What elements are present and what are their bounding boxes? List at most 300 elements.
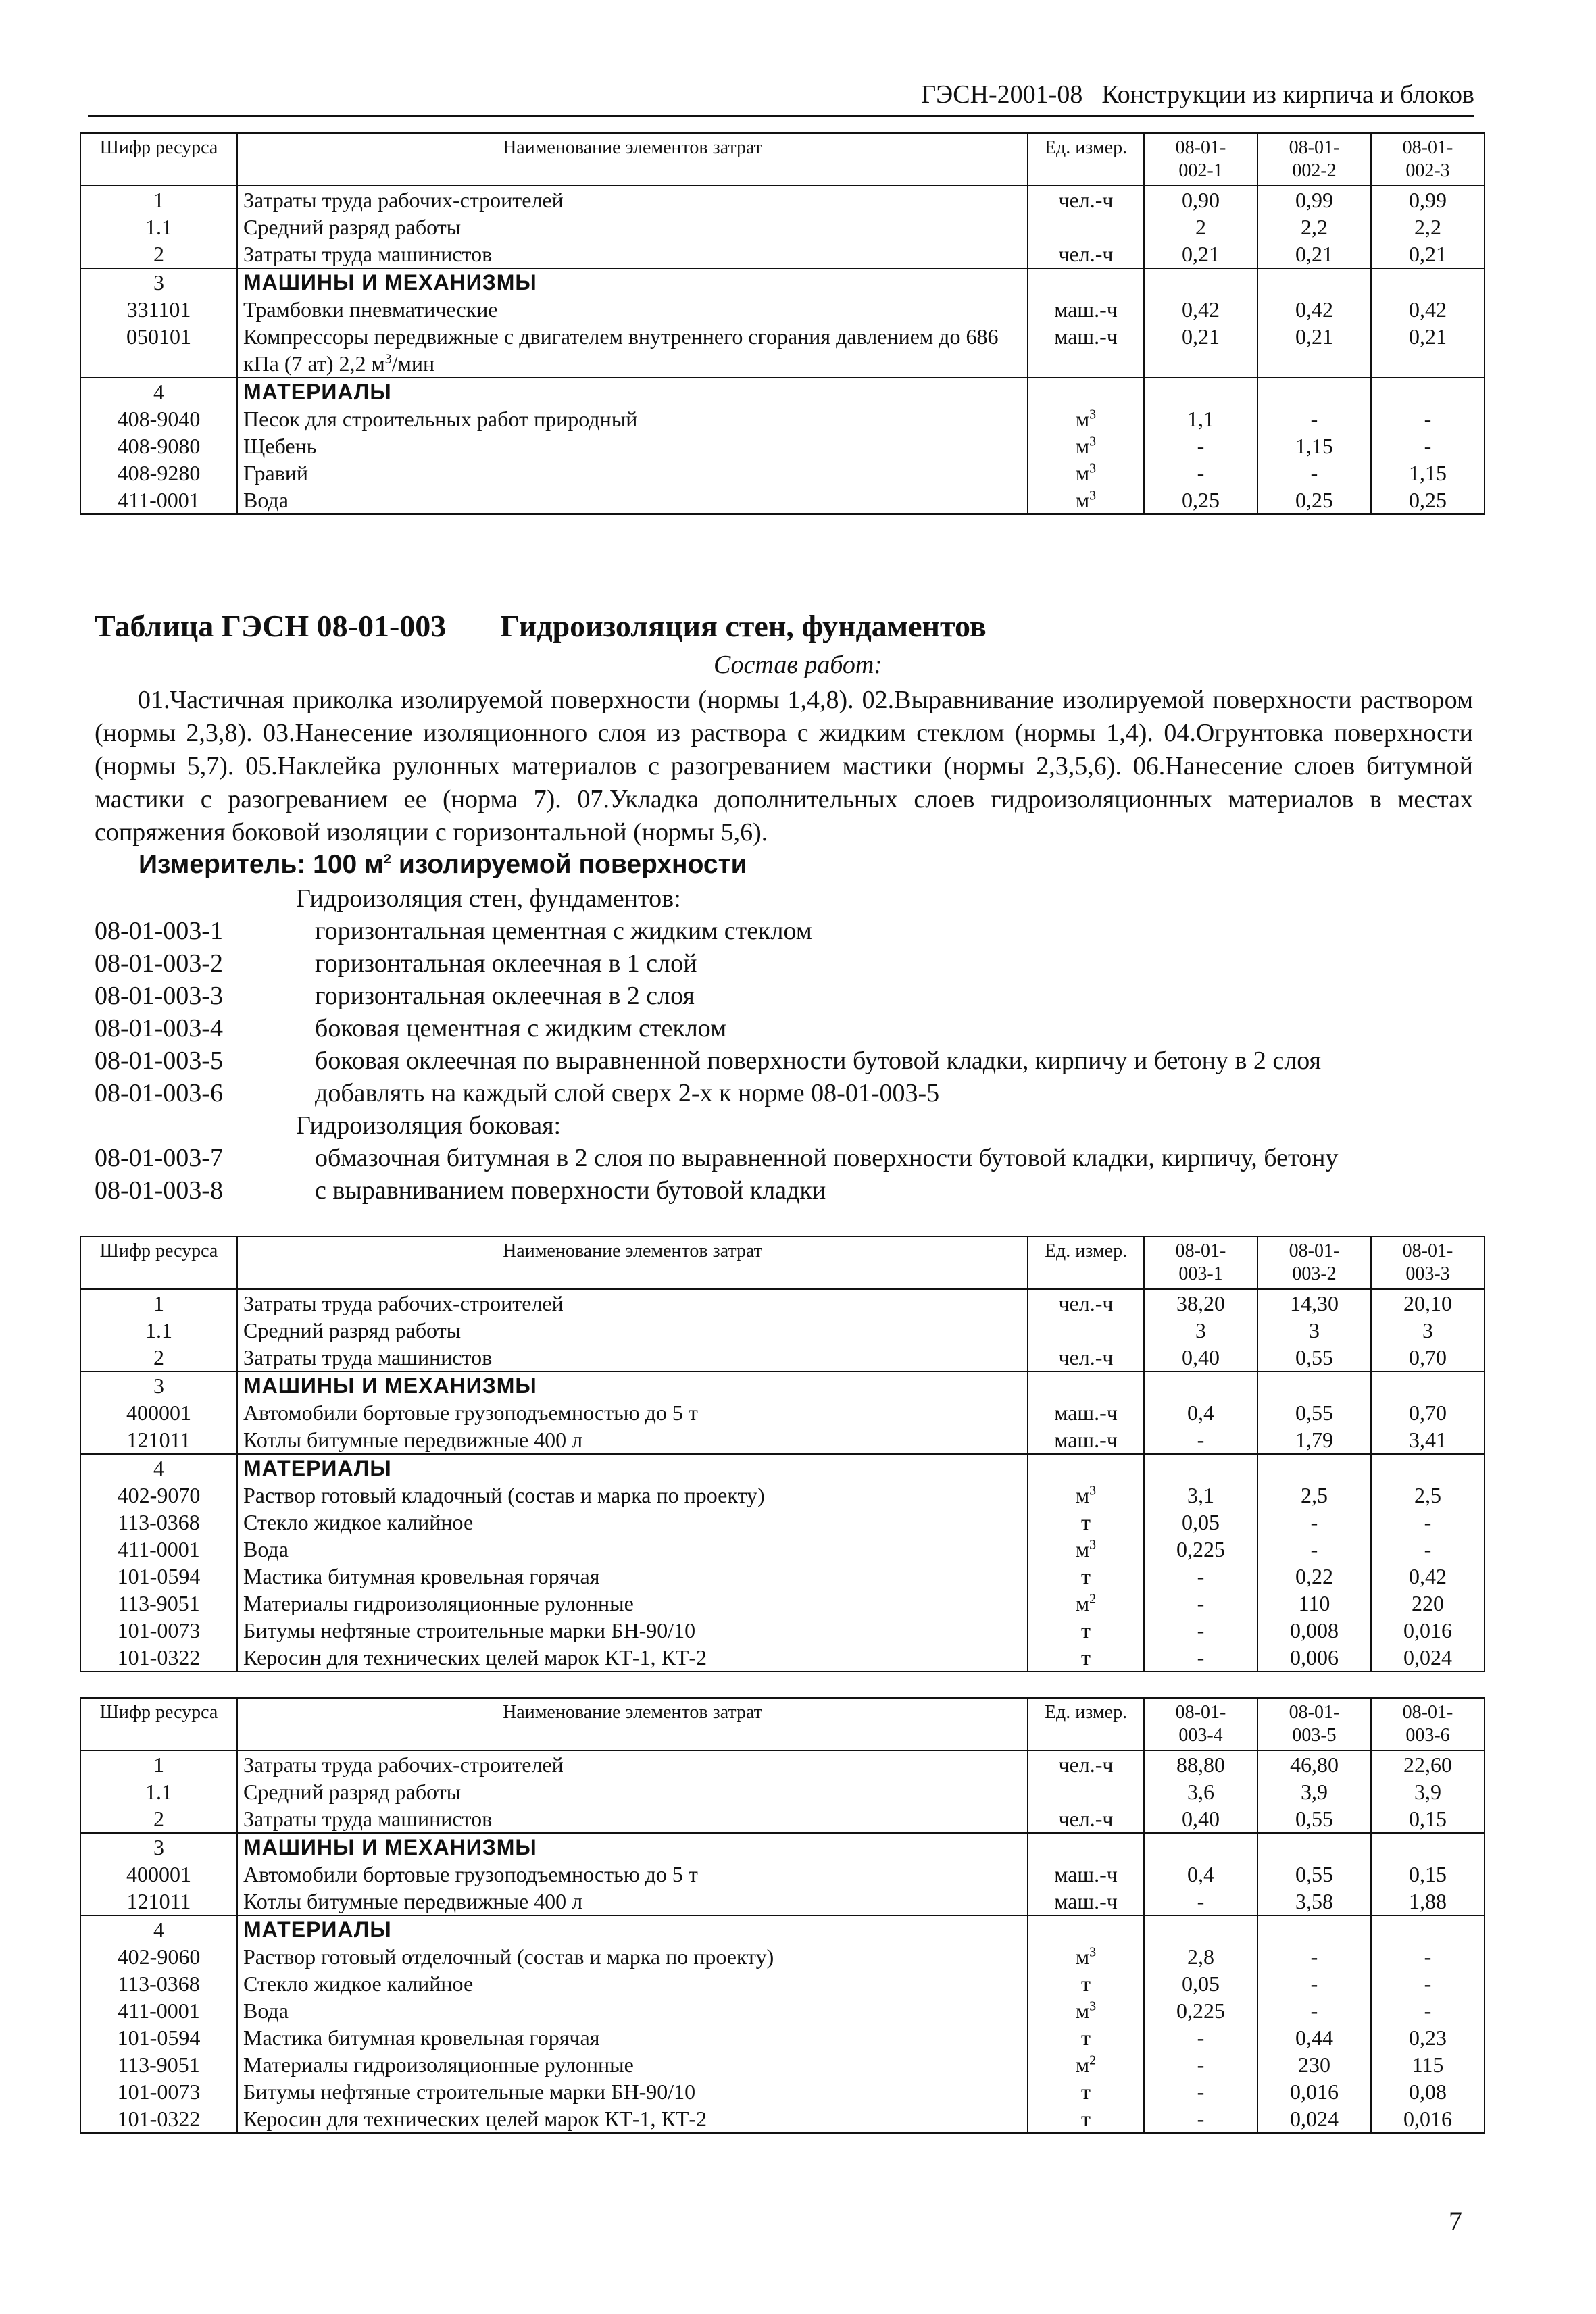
- unit: $м^3$: [1028, 459, 1144, 486]
- table-row: [80, 1317, 1485, 1344]
- norm-value: 2,5: [1371, 1482, 1485, 1509]
- norm-value: 0,55: [1257, 1344, 1371, 1372]
- table-row: [80, 1563, 1485, 1590]
- resource-code: 113-9051: [80, 2051, 237, 2078]
- unit: $м^2$: [1028, 1590, 1144, 1617]
- norm-value: 0,55: [1257, 1399, 1371, 1426]
- header-unit: Ед. измер.: [1028, 133, 1144, 186]
- unit: т: [1028, 1617, 1144, 1644]
- norm-value: -: [1144, 1426, 1257, 1454]
- norm-value: -: [1257, 1536, 1371, 1563]
- norm-value: 3,41: [1371, 1426, 1485, 1454]
- resource-code: 408-9080: [80, 432, 237, 459]
- table-row: [80, 323, 1485, 378]
- unit: $м^3$: [1028, 1943, 1144, 1970]
- table-section-row: [80, 1372, 1485, 1399]
- cost-element-name: Затраты труда машинистов: [237, 1344, 1028, 1372]
- unit: $м^3$: [1028, 1536, 1144, 1563]
- table-section-row: [80, 1915, 1485, 1943]
- table-row: [80, 241, 1485, 268]
- header-resource-code: Шифр ресурса: [80, 1236, 237, 1289]
- cost-element-name: Стекло жидкое калийное: [237, 1509, 1028, 1536]
- norm-value: 3: [1371, 1317, 1485, 1344]
- norm-variant: [95, 1174, 1338, 1207]
- resource-code: 1.1: [80, 213, 237, 241]
- unit: $м^3$: [1028, 432, 1144, 459]
- norm-value: -: [1371, 405, 1485, 432]
- variant-description: горизонтальная оклеечная в 1 слой: [315, 949, 697, 978]
- cost-element-name: Материалы гидроизоляционные рулонные: [237, 1590, 1028, 1617]
- header-norm-code: 08-01- 003-6: [1371, 1698, 1485, 1751]
- cost-element-name: Керосин для технических целей марок КТ-1, КТ-2: [237, 2105, 1028, 2133]
- unit: [1028, 268, 1144, 296]
- norm-value: [1257, 1372, 1371, 1399]
- resource-code: 101-0322: [80, 2105, 237, 2133]
- unit: [1028, 1372, 1144, 1399]
- cost-element-name: Гравий: [237, 459, 1028, 486]
- norm-value: [1144, 1833, 1257, 1861]
- variant-code: 08-01-003-5: [95, 1047, 223, 1075]
- unit: маш.-ч: [1028, 1426, 1144, 1454]
- unit: $м^3$: [1028, 405, 1144, 432]
- norm-value: -: [1144, 1617, 1257, 1644]
- norm-value: 0,21: [1144, 323, 1257, 378]
- resource-code: 2: [80, 1344, 237, 1372]
- unit: чел.-ч: [1028, 186, 1144, 213]
- norm-value: 0,99: [1371, 186, 1485, 213]
- resource-code: 3: [80, 1372, 237, 1399]
- unit: т: [1028, 2078, 1144, 2105]
- unit: маш.-ч: [1028, 1888, 1144, 1915]
- norm-value: 0,016: [1257, 2078, 1371, 2105]
- header-norm-code: 08-01- 003-4: [1144, 1698, 1257, 1751]
- unit: маш.-ч: [1028, 1399, 1144, 1426]
- table-row: [80, 1644, 1485, 1671]
- norm-value: 0,4: [1144, 1399, 1257, 1426]
- norm-value: 1,15: [1371, 459, 1485, 486]
- norm-value: 0,90: [1144, 186, 1257, 213]
- cost-element-name: Раствор готовый кладочный (состав и марка по проекту): [237, 1482, 1028, 1509]
- cost-element-name: Средний разряд работы: [237, 1778, 1028, 1805]
- cost-element-name: МАШИНЫ И МЕХАНИЗМЫ: [237, 268, 1028, 296]
- norm-value: -: [1371, 432, 1485, 459]
- table-row: [80, 1482, 1485, 1509]
- norm-value: 0,05: [1144, 1509, 1257, 1536]
- resource-code: 4: [80, 1915, 237, 1943]
- norm-value: 0,44: [1257, 2024, 1371, 2051]
- norm-value: [1257, 268, 1371, 296]
- table-row: [80, 486, 1485, 514]
- cost-element-name: Битумы нефтяные строительные марки БН-90/10: [237, 2078, 1028, 2105]
- norm-value: 0,225: [1144, 1536, 1257, 1563]
- cost-element-name: Автомобили бортовые грузоподъемностью до 5 т: [237, 1861, 1028, 1888]
- table-section-row: [80, 1454, 1485, 1482]
- variant-description: боковая оклеечная по выравненной поверхности бутовой кладки, кирпичу и бетону в 2 слоя: [315, 1047, 1322, 1075]
- variant-description: обмазочная битумная в 2 слоя по выравненной поверхности бутовой кладки, кирпичу, бетону: [315, 1144, 1339, 1172]
- cost-element-name: Материалы гидроизоляционные рулонные: [237, 2051, 1028, 2078]
- cost-element-name: Затраты труда машинистов: [237, 1805, 1028, 1833]
- unit: [1028, 1317, 1144, 1344]
- norm-value: 1,79: [1257, 1426, 1371, 1454]
- norm-value: -: [1144, 1888, 1257, 1915]
- variant-code: 08-01-003-3: [95, 982, 223, 1010]
- norm-value: 115: [1371, 2051, 1485, 2078]
- resource-code: 121011: [80, 1426, 237, 1454]
- norm-value: 0,40: [1144, 1805, 1257, 1833]
- norm-value: 46,80: [1257, 1751, 1371, 1778]
- norm-value: 14,30: [1257, 1289, 1371, 1317]
- resource-table-3: [80, 1697, 1485, 2134]
- table-row: [80, 1970, 1485, 1997]
- cost-element-name: МАТЕРИАЛЫ: [237, 1454, 1028, 1482]
- resource-code: 4: [80, 1454, 237, 1482]
- norm-value: 0,008: [1257, 1617, 1371, 1644]
- table-row: [80, 2024, 1485, 2051]
- norm-value: 230: [1257, 2051, 1371, 2078]
- variant-description: горизонтальная цементная с жидким стеклом: [315, 917, 812, 945]
- unit: [1028, 1454, 1144, 1482]
- norm-value: 2,5: [1257, 1482, 1371, 1509]
- header-norm-code: 08-01- 002-2: [1257, 133, 1371, 186]
- table-row: [80, 1289, 1485, 1317]
- resource-code: 050101: [80, 323, 237, 378]
- measurement-unit: Измеритель: 100 $м^2$ изолируемой поверхности: [139, 850, 747, 879]
- table-row: [80, 213, 1485, 241]
- norm-value: 0,21: [1371, 323, 1485, 378]
- norm-value: 3,58: [1257, 1888, 1371, 1915]
- table-row: [80, 1509, 1485, 1536]
- unit: чел.-ч: [1028, 1344, 1144, 1372]
- norm-value: 0,55: [1257, 1861, 1371, 1888]
- table-row: [80, 1861, 1485, 1888]
- norm-value: [1371, 1833, 1485, 1861]
- norm-value: 0,024: [1257, 2105, 1371, 2133]
- norm-value: 0,25: [1371, 486, 1485, 514]
- resource-code: 2: [80, 241, 237, 268]
- norm-value: 0,21: [1144, 241, 1257, 268]
- norm-value: 2: [1144, 213, 1257, 241]
- norm-value: -: [1257, 459, 1371, 486]
- variant-description: боковая цементная с жидким стеклом: [315, 1014, 727, 1042]
- table-row: [80, 405, 1485, 432]
- unit: маш.-ч: [1028, 323, 1144, 378]
- table-row: [80, 1943, 1485, 1970]
- unit: [1028, 1915, 1144, 1943]
- cost-element-name: Средний разряд работы: [237, 213, 1028, 241]
- norm-value: 3,6: [1144, 1778, 1257, 1805]
- table-name: Гидроизоляция стен, фундаментов: [500, 609, 987, 643]
- norm-value: [1144, 378, 1257, 405]
- norm-variant: [95, 980, 1338, 1012]
- cost-element-name: Компрессоры передвижные с двигателем внутреннего сгорания давлением до 686 кПа (7 ат) 2,2 $м^3$/мин: [237, 323, 1028, 378]
- norm-value: -: [1257, 405, 1371, 432]
- resource-code: 1: [80, 1289, 237, 1317]
- table-row: [80, 2078, 1485, 2105]
- variant-description: добавлять на каждый слой сверх 2-х к норме 08-01-003-5: [315, 1079, 940, 1107]
- header-norm-code: 08-01- 003-3: [1371, 1236, 1485, 1289]
- norm-value: [1257, 1833, 1371, 1861]
- table-row: [80, 1805, 1485, 1833]
- norm-variant: [95, 1045, 1338, 1077]
- norm-value: -: [1371, 1943, 1485, 1970]
- resource-code: 400001: [80, 1399, 237, 1426]
- table-section-row: [80, 268, 1485, 296]
- table-section-row: [80, 1833, 1485, 1861]
- norm-value: 0,006: [1257, 1644, 1371, 1671]
- document-code: ГЭСН-2001-08: [921, 80, 1083, 109]
- unit: чел.-ч: [1028, 1751, 1144, 1778]
- variant-code: 08-01-003-1: [95, 917, 223, 945]
- unit: $м^3$: [1028, 486, 1144, 514]
- norm-value: -: [1257, 1970, 1371, 1997]
- norm-value: 0,25: [1257, 486, 1371, 514]
- resource-table-2: [80, 1236, 1485, 1672]
- page-number: 7: [1449, 2206, 1462, 2236]
- norm-value: 0,024: [1371, 1644, 1485, 1671]
- table-row: [80, 186, 1485, 213]
- norm-value: 2,8: [1144, 1943, 1257, 1970]
- header-resource-code: Шифр ресурса: [80, 133, 237, 186]
- unit: т: [1028, 1563, 1144, 1590]
- norm-value: 0,15: [1371, 1805, 1485, 1833]
- variant-code: 08-01-003-2: [95, 949, 223, 978]
- table-row: [80, 1778, 1485, 1805]
- norm-value: 0,21: [1371, 241, 1485, 268]
- cost-element-name: Средний разряд работы: [237, 1317, 1028, 1344]
- norm-value: [1371, 1372, 1485, 1399]
- norm-value: 110: [1257, 1590, 1371, 1617]
- norm-value: 1,15: [1257, 432, 1371, 459]
- cost-element-name: Битумы нефтяные строительные марки БН-90/10: [237, 1617, 1028, 1644]
- resource-code: 408-9280: [80, 459, 237, 486]
- norm-value: 2,2: [1257, 213, 1371, 241]
- resource-code: 1.1: [80, 1778, 237, 1805]
- resource-code: 402-9070: [80, 1482, 237, 1509]
- header-norm-code: 08-01- 002-1: [1144, 133, 1257, 186]
- norm-value: [1371, 378, 1485, 405]
- cost-element-name: Вода: [237, 1536, 1028, 1563]
- header-cost-element-name: Наименование элементов затрат: [237, 1236, 1028, 1289]
- unit: т: [1028, 1644, 1144, 1671]
- norm-value: -: [1144, 459, 1257, 486]
- norm-value: -: [1144, 432, 1257, 459]
- resource-code: 113-0368: [80, 1509, 237, 1536]
- variant-code: 08-01-003-7: [95, 1144, 223, 1172]
- table-row: [80, 1997, 1485, 2024]
- variant-code: 08-01-003-4: [95, 1014, 223, 1042]
- norm-value: 0,25: [1144, 486, 1257, 514]
- unit: $м^3$: [1028, 1997, 1144, 2024]
- resource-code: 402-9060: [80, 1943, 237, 1970]
- norm-value: -: [1144, 2078, 1257, 2105]
- table-row: [80, 1617, 1485, 1644]
- resource-code: 3: [80, 268, 237, 296]
- table-row: [80, 296, 1485, 323]
- table-row: [80, 2105, 1485, 2133]
- unit: т: [1028, 1509, 1144, 1536]
- resource-code: 101-0073: [80, 1617, 237, 1644]
- table-row: [80, 1751, 1485, 1778]
- table-row: [80, 1590, 1485, 1617]
- norm-value: -: [1144, 2024, 1257, 2051]
- work-composition-caption: Состав работ:: [713, 651, 883, 679]
- header-norm-code: 08-01- 003-5: [1257, 1698, 1371, 1751]
- table-row: [80, 1888, 1485, 1915]
- unit: $м^2$: [1028, 2051, 1144, 2078]
- norm-value: -: [1144, 1644, 1257, 1671]
- resource-code: 2: [80, 1805, 237, 1833]
- header-unit: Ед. измер.: [1028, 1236, 1144, 1289]
- resource-code: 3: [80, 1833, 237, 1861]
- unit: чел.-ч: [1028, 241, 1144, 268]
- unit: т: [1028, 2024, 1144, 2051]
- resource-code: 121011: [80, 1888, 237, 1915]
- norm-value: [1371, 268, 1485, 296]
- norm-value: 3: [1144, 1317, 1257, 1344]
- norm-value: 3,9: [1371, 1778, 1485, 1805]
- norm-value: 20,10: [1371, 1289, 1485, 1317]
- cost-element-name: Песок для строительных работ природный: [237, 405, 1028, 432]
- header-norm-code: 08-01- 002-3: [1371, 133, 1485, 186]
- norm-value: 1,88: [1371, 1888, 1485, 1915]
- norm-value: 0,016: [1371, 2105, 1485, 2133]
- unit: [1028, 378, 1144, 405]
- variant-group-heading: Гидроизоляция стен, фундаментов:: [296, 884, 681, 913]
- norm-value: 0,22: [1257, 1563, 1371, 1590]
- norm-value: 0,21: [1257, 241, 1371, 268]
- norm-value: [1257, 1454, 1371, 1482]
- header-norm-code: 08-01- 003-2: [1257, 1236, 1371, 1289]
- cost-element-name: Щебень: [237, 432, 1028, 459]
- norm-variant: [95, 947, 1338, 980]
- norm-value: -: [1144, 2105, 1257, 2133]
- table-section-row: [80, 378, 1485, 405]
- norm-value: -: [1371, 1536, 1485, 1563]
- cost-element-name: Котлы битумные передвижные 400 л: [237, 1426, 1028, 1454]
- norm-value: 0,05: [1144, 1970, 1257, 1997]
- cost-element-name: Мастика битумная кровельная горячая: [237, 1563, 1028, 1590]
- resource-code: 1.1: [80, 1317, 237, 1344]
- table-row: [80, 459, 1485, 486]
- resource-code: 101-0594: [80, 2024, 237, 2051]
- cost-element-name: Котлы битумные передвижные 400 л: [237, 1888, 1028, 1915]
- resource-code: 408-9040: [80, 405, 237, 432]
- table-row: [80, 1344, 1485, 1372]
- norm-variant: [95, 915, 1338, 947]
- cost-element-name: Мастика битумная кровельная горячая: [237, 2024, 1028, 2051]
- unit: маш.-ч: [1028, 296, 1144, 323]
- norm-variant: [95, 1142, 1338, 1174]
- norm-value: -: [1257, 1997, 1371, 2024]
- norm-value: [1144, 268, 1257, 296]
- norm-value: 0,23: [1371, 2024, 1485, 2051]
- variant-code: 08-01-003-8: [95, 1176, 223, 1205]
- norm-value: 0,42: [1371, 1563, 1485, 1590]
- resource-code: 1: [80, 186, 237, 213]
- unit: т: [1028, 2105, 1144, 2133]
- norm-value: -: [1257, 1943, 1371, 1970]
- cost-element-name: Стекло жидкое калийное: [237, 1970, 1028, 1997]
- table-row: [80, 1426, 1485, 1454]
- norm-value: -: [1144, 2051, 1257, 2078]
- norm-value: 3,9: [1257, 1778, 1371, 1805]
- resource-code: 411-0001: [80, 1997, 237, 2024]
- table-number: Таблица ГЭСН 08-01-003: [95, 609, 447, 643]
- variant-description: с выравниванием поверхности бутовой кладки: [315, 1176, 826, 1205]
- cost-element-name: Автомобили бортовые грузоподъемностью до 5 т: [237, 1399, 1028, 1426]
- resource-code: 4: [80, 378, 237, 405]
- resource-table-1: [80, 132, 1485, 515]
- cost-element-name: Вода: [237, 486, 1028, 514]
- resource-code: 331101: [80, 296, 237, 323]
- resource-code: 113-9051: [80, 1590, 237, 1617]
- resource-code: 411-0001: [80, 1536, 237, 1563]
- resource-code: 400001: [80, 1861, 237, 1888]
- norm-value: -: [1371, 1970, 1485, 1997]
- cost-element-name: Раствор готовый отделочный (состав и марка по проекту): [237, 1943, 1028, 1970]
- table-title: [95, 608, 987, 644]
- norm-value: -: [1144, 1563, 1257, 1590]
- variant-code: 08-01-003-6: [95, 1079, 223, 1107]
- resource-code: 1: [80, 1751, 237, 1778]
- header-cost-element-name: Наименование элементов затрат: [237, 1698, 1028, 1751]
- norm-value: [1371, 1915, 1485, 1943]
- norm-value: 0,42: [1257, 296, 1371, 323]
- norm-value: 1,1: [1144, 405, 1257, 432]
- unit: [1028, 1833, 1144, 1861]
- norm-value: 0,42: [1371, 296, 1485, 323]
- cost-element-name: МАТЕРИАЛЫ: [237, 378, 1028, 405]
- norm-value: 3,1: [1144, 1482, 1257, 1509]
- norm-value: [1257, 1915, 1371, 1943]
- norm-value: 0,225: [1144, 1997, 1257, 2024]
- cost-element-name: Вода: [237, 1997, 1028, 2024]
- work-composition-text: 01.Частичная приколка изолируемой поверхности (нормы 1,4,8). 02.Выравнивание изолируемой поверхности раствором (нормы 2,3,8). 03.Нанесение изоляционного слоя из раствора с жидким стеклом (нормы 1,4). 04.Огрунтовка поверхности (нормы 5,7). 05.Наклейка рулонных материалов с разогреванием мастики (нормы 2,3,5,6). 06.Нанесение слоев битумной мастики с разогреванием ее (норма 7). 07.Укладка дополнительных слоев гидроизоляционных материалов в местах сопряжения боковой изоляции с горизонтальной (нормы 5,6).: [95, 686, 1473, 847]
- resource-code: 411-0001: [80, 486, 237, 514]
- norm-value: 220: [1371, 1590, 1485, 1617]
- norm-value: 0,08: [1371, 2078, 1485, 2105]
- norm-value: -: [1257, 1509, 1371, 1536]
- section-title: Конструкции из кирпича и блоков: [1101, 80, 1474, 109]
- unit: [1028, 1778, 1144, 1805]
- cost-element-name: Трамбовки пневматические: [237, 296, 1028, 323]
- norm-value: 0,016: [1371, 1617, 1485, 1644]
- norm-value: 0,42: [1144, 296, 1257, 323]
- norm-variants-list: [95, 882, 1338, 1207]
- norm-value: -: [1371, 1997, 1485, 2024]
- norm-value: [1144, 1915, 1257, 1943]
- norm-value: 38,20: [1144, 1289, 1257, 1317]
- norm-value: [1257, 378, 1371, 405]
- unit: чел.-ч: [1028, 1289, 1144, 1317]
- norm-variant: [95, 1077, 1338, 1109]
- cost-element-name: МАТЕРИАЛЫ: [237, 1915, 1028, 1943]
- norm-value: 0,70: [1371, 1344, 1485, 1372]
- norm-value: 0,15: [1371, 1861, 1485, 1888]
- norm-value: 22,60: [1371, 1751, 1485, 1778]
- norm-value: 0,99: [1257, 186, 1371, 213]
- norm-value: 0,4: [1144, 1861, 1257, 1888]
- norm-value: 0,40: [1144, 1344, 1257, 1372]
- table-row: [80, 1399, 1485, 1426]
- norm-value: 0,21: [1257, 323, 1371, 378]
- table-row: [80, 1536, 1485, 1563]
- header-norm-code: 08-01- 003-1: [1144, 1236, 1257, 1289]
- variant-group-heading: Гидроизоляция боковая:: [296, 1111, 562, 1140]
- header-unit: Ед. измер.: [1028, 1698, 1144, 1751]
- norm-value: 2,2: [1371, 213, 1485, 241]
- table-row: [80, 432, 1485, 459]
